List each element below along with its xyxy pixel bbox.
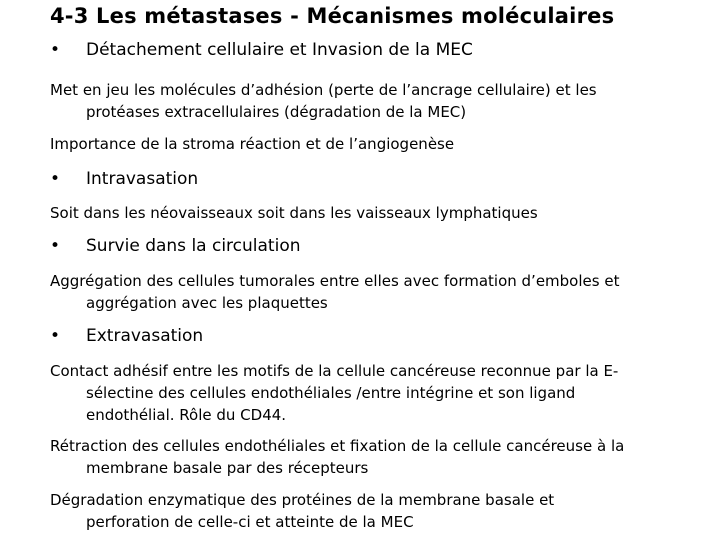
paragraph [50,270,700,314]
bullet-heading: Survie dans la circulation [86,236,301,256]
paragraph-line: Dégradation enzymatique des protéines de la membrane basale et [50,491,555,509]
paragraph-line: Soit dans les néovaisseaux soit dans les vaisseaux lymphatiques [50,204,538,222]
bullet-intravasation [50,169,198,189]
paragraph-line: endothélial. Rôle du CD44. [86,406,287,424]
paragraph-line: Contact adhésif entre les motifs de la cellule cancéreuse reconnue par la E- [50,362,619,380]
paragraph-line: aggrégation avec les plaquettes [86,294,328,312]
paragraph-line: Met en jeu les molécules d’adhésion (perte de l’ancrage cellulaire) et les [50,81,597,99]
paragraph-line: Aggrégation des cellules tumorales entre elles avec formation d’emboles et [50,272,620,290]
paragraph-line: perforation de celle-ci et atteinte de la MEC [86,513,414,531]
bullet-dot: • [50,236,61,256]
paragraph-line: sélectine des cellules endothéliales /entre intégrine et son ligand [86,384,576,402]
bullet-heading: Extravasation [86,326,204,346]
bullet-heading: Détachement cellulaire et Invasion de la MEC [86,40,473,60]
paragraph [50,79,700,123]
paragraph-line: protéases extracellulaires (dégradation de la MEC) [86,103,467,121]
paragraph-line: Rétraction des cellules endothéliales et fixation de la cellule cancéreuse à la [50,437,625,455]
paragraph [50,435,700,479]
paragraph-line: membrane basale par des récepteurs [86,459,369,477]
bullet-detachement [50,40,473,60]
bullet-extravasation [50,326,203,346]
bullet-survie [50,236,301,256]
paragraph [50,202,700,224]
paragraph [50,360,700,426]
bullet-heading: Intravasation [86,169,199,189]
paragraph [50,489,700,533]
bullet-dot: • [50,326,61,346]
slide-title: 4-3 Les métastases - Mécanismes moléculaires [50,4,615,28]
paragraph [50,133,700,155]
bullet-dot: • [50,169,61,189]
bullet-dot: • [50,40,61,60]
paragraph-line: Importance de la stroma réaction et de l’angiogenèse [50,135,455,153]
